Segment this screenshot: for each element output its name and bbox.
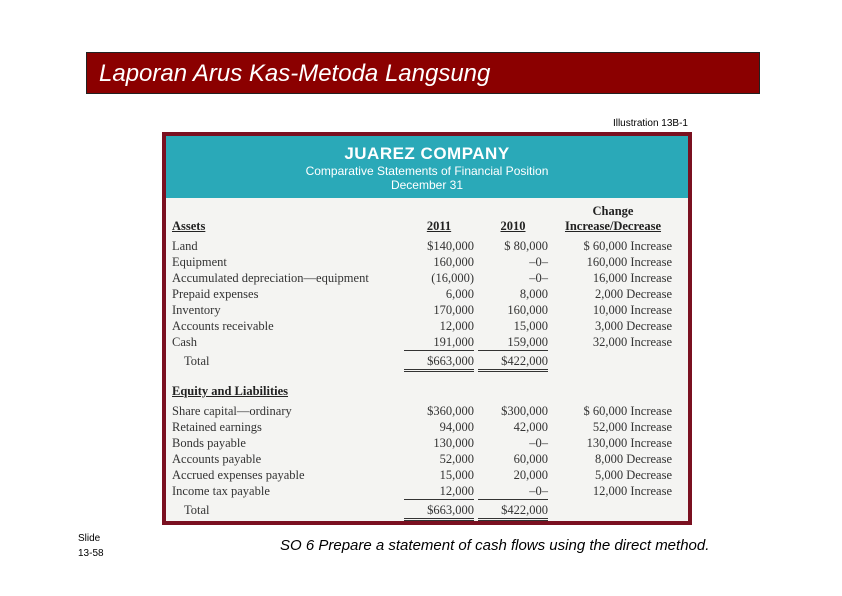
slide-number [78,531,104,561]
row-change: 16,000 Increase [592,271,672,285]
row-label: Accounts receivable [172,319,274,333]
illustration-label: Illustration 13B-1 [612,118,688,129]
table-row [166,287,688,303]
row-2010: –0– [529,271,548,285]
table-row [166,404,688,420]
table-row [166,255,688,271]
row-2010: –0– [529,255,548,269]
row-label: Accrued expenses payable [172,468,305,482]
row-label: Accounts payable [172,452,262,466]
row-change: 12,000 Increase [592,484,672,498]
row-label: Cash [172,335,197,349]
header-row [166,219,688,235]
row-change: 130,000 Increase [586,436,672,450]
row-label: Inventory [172,303,221,317]
row-change: 160,000 Increase [586,255,672,269]
row-2010: 8,000 [519,287,548,301]
header-row-top [166,204,688,220]
row-2010: –0– [478,484,548,500]
statement-sheet [166,136,688,521]
row-2011: (16,000) [431,271,474,285]
row-change: 52,000 Increase [592,420,672,434]
row-label: Equipment [172,255,227,269]
row-2010: $300,000 [501,404,548,418]
table-row [166,239,688,255]
total-label: Total [184,503,210,517]
row-2010: $ 80,000 [504,239,548,253]
row-label: Accumulated depreciation—equipment [172,271,369,285]
row-change: $ 60,000 Increase [583,239,672,253]
row-2010: –0– [529,436,548,450]
row-2011: 12,000 [439,319,474,333]
row-change: 8,000 Decrease [594,452,672,466]
table-row [166,271,688,287]
study-objective-footer: SO 6 Prepare a statement of cash flows using the direct method. [280,537,710,554]
company-name: JUAREZ COMPANY [344,144,510,163]
row-2011: 191,000 [404,335,474,351]
row-2010: 20,000 [513,468,548,482]
slide-label: Slide [78,533,101,544]
row-2010: 60,000 [513,452,548,466]
total-row [166,503,688,519]
section-heading-row [166,384,688,400]
subtitle-line-2: December 31 [390,178,464,192]
row-change: 10,000 Increase [592,303,672,317]
row-2011: 130,000 [433,436,474,450]
row-2011: 94,000 [439,420,474,434]
row-label: Prepaid expenses [172,287,259,301]
row-change: $ 60,000 Increase [583,404,672,418]
row-change: 3,000 Decrease [594,319,672,333]
statement-frame [162,132,692,525]
row-change: 2,000 Decrease [594,287,672,301]
row-change: 32,000 Increase [592,335,672,349]
slide-title: Laporan Arus Kas-Metoda Langsung [86,52,760,94]
total-2011: $663,000 [404,354,474,372]
row-2011: 12,000 [404,484,474,500]
row-2010: 15,000 [513,319,548,333]
total-label: Total [184,354,210,368]
total-2010: $422,000 [478,354,548,372]
row-2011: 15,000 [439,468,474,482]
assets-heading: Assets [172,219,206,233]
change-header: Change [592,204,634,218]
total-2011: $663,000 [404,503,474,521]
table-row [166,303,688,319]
row-2011: 170,000 [433,303,474,317]
equity-liabilities-heading: Equity and Liabilities [172,384,289,398]
row-2011: $140,000 [427,239,474,253]
row-2010: 159,000 [478,335,548,351]
row-2011: 6,000 [445,287,474,301]
row-change: 5,000 Decrease [594,468,672,482]
row-label: Land [172,239,198,253]
row-label: Share capital—ordinary [172,404,292,418]
table-row [166,420,688,436]
row-2011: 160,000 [433,255,474,269]
table-row [166,436,688,452]
table-row [166,319,688,335]
total-2010: $422,000 [478,503,548,521]
table-row [166,452,688,468]
col-2011-header: 2011 [426,219,452,233]
table-row [166,484,688,500]
col-2010-header: 2010 [500,219,526,233]
row-label: Bonds payable [172,436,246,450]
statement-subtitle [166,164,688,192]
row-2011: 52,000 [439,452,474,466]
total-row [166,354,688,370]
row-label: Income tax payable [172,484,270,498]
subtitle-line-1: Comparative Statements of Financial Position [305,164,549,178]
table-row [166,335,688,351]
slide-number-value: 13-58 [78,548,104,559]
table-row [166,468,688,484]
row-2011: $360,000 [427,404,474,418]
statement-header [166,136,688,198]
change-subheader: Increase/Decrease [564,219,662,233]
row-label: Retained earnings [172,420,262,434]
row-2010: 42,000 [513,420,548,434]
row-2010: 160,000 [507,303,548,317]
